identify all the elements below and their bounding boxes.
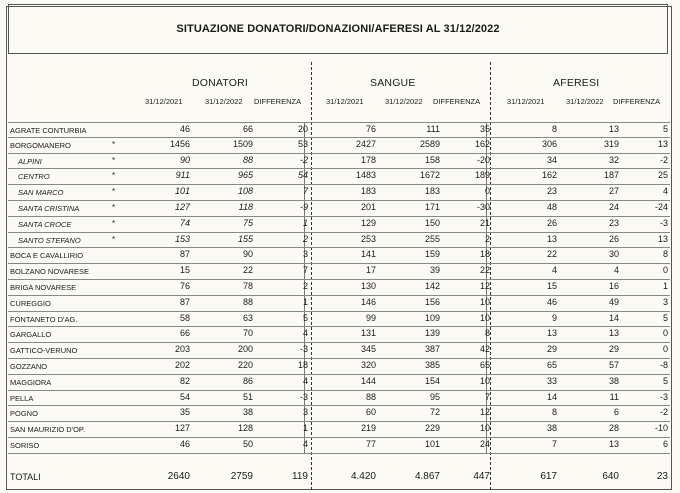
cell-sangue-2022: 154 (424, 375, 440, 386)
cell-aferesi-diff: 13 (657, 233, 668, 244)
cell-donatori-2021: 46 (179, 438, 190, 449)
table-row (8, 233, 670, 249)
cell-donatori-diff: 7 (302, 265, 308, 276)
table-row (8, 201, 670, 217)
cell-sangue-diff: 8 (484, 328, 490, 339)
cell-aferesi-diff: -2 (659, 154, 668, 165)
cell-donatori-2022: 200 (237, 344, 253, 355)
cell-aferesi-2021: 33 (546, 375, 557, 386)
row-name: GARGALLO (10, 330, 52, 340)
subheader-aferesi-diff: DIFFERENZA (613, 97, 661, 106)
cell-donatori-2021: 127 (174, 423, 190, 434)
cell-sangue-2022: 2589 (419, 138, 440, 149)
subheader-sangue-diff: DIFFERENZA (433, 97, 481, 106)
cell-donatori-2022: 86 (242, 375, 253, 386)
cell-aferesi-diff: 23 (656, 471, 668, 482)
row-name: PELLA (10, 393, 34, 403)
cell-donatori-2021: 2640 (167, 471, 190, 482)
cell-donatori-2021: 74 (179, 217, 190, 228)
cell-donatori-2022: 118 (238, 201, 253, 212)
cell-sangue-2021: 17 (365, 265, 376, 276)
cell-sangue-2021: 88 (365, 391, 376, 402)
cell-donatori-diff: -3 (299, 391, 308, 402)
cell-aferesi-2021: 306 (541, 138, 557, 149)
cell-sangue-diff: 10 (479, 423, 490, 434)
cell-aferesi-2021: 162 (541, 170, 557, 181)
cell-sangue-2022: 150 (424, 217, 440, 228)
row-name: SANTO STEFANO (18, 235, 81, 245)
cell-sangue-2021: 130 (360, 280, 376, 291)
cell-donatori-2022: 1509 (232, 138, 253, 149)
cell-donatori-2021: 101 (174, 186, 190, 197)
totals-label: TOTALI (10, 472, 41, 482)
cell-sangue-2022: 142 (424, 280, 440, 291)
cell-aferesi-diff: 5 (662, 124, 668, 134)
asterisk-mark: * (112, 155, 116, 165)
cell-aferesi-2022: 30 (608, 249, 619, 260)
cell-sangue-2022: 385 (424, 359, 440, 370)
cell-aferesi-diff: -8 (659, 359, 668, 370)
cell-sangue-2021: 183 (360, 186, 376, 197)
cell-sangue-2021: 4.420 (350, 471, 376, 482)
cell-aferesi-diff: 6 (662, 438, 668, 449)
cell-aferesi-2022: 16 (608, 280, 619, 291)
cell-aferesi-2022: 27 (608, 186, 619, 197)
table-row (8, 312, 670, 328)
cell-donatori-diff: 18 (297, 359, 308, 370)
cell-donatori-diff: -9 (299, 201, 308, 212)
cell-donatori-diff: 4 (302, 375, 308, 386)
cell-donatori-2021: 76 (179, 280, 190, 291)
cell-donatori-diff: 54 (297, 170, 308, 181)
cell-sangue-2022: 171 (424, 201, 440, 212)
cell-aferesi-diff: 0 (662, 344, 668, 355)
cell-sangue-2021: 178 (360, 154, 376, 165)
asterisk-mark: * (112, 187, 116, 197)
cell-aferesi-diff: -2 (659, 407, 668, 418)
cell-sangue-2021: 77 (365, 438, 376, 449)
cell-aferesi-2022: 640 (602, 471, 619, 482)
cell-donatori-2021: 203 (174, 344, 190, 355)
cell-donatori-2022: 50 (242, 438, 253, 449)
cell-aferesi-2022: 6 (613, 407, 619, 418)
row-name: SANTA CROCE (18, 219, 72, 229)
table-row (8, 406, 670, 422)
cell-sangue-2022: 1672 (419, 170, 440, 181)
row-name: GATTICO-VERUNO (10, 346, 78, 356)
cell-sangue-diff: 162 (474, 138, 490, 149)
cell-aferesi-diff: 4 (662, 186, 668, 197)
cell-aferesi-diff: -3 (659, 217, 668, 228)
cell-donatori-2021: 153 (174, 233, 190, 244)
cell-sangue-diff: 2 (484, 233, 490, 244)
cell-aferesi-2022: 26 (608, 233, 619, 244)
cell-aferesi-2022: 14 (608, 312, 619, 323)
cell-aferesi-2022: 4 (613, 265, 619, 276)
cell-sangue-diff: 12 (479, 407, 490, 418)
table-row (8, 185, 670, 201)
cell-donatori-2022: 78 (242, 280, 253, 291)
cell-donatori-diff: 1 (302, 217, 308, 228)
table-row (8, 280, 670, 296)
cell-donatori-2022: 22 (242, 265, 253, 276)
cell-sangue-diff: -30 (476, 201, 490, 212)
cell-sangue-diff: 12 (479, 280, 490, 291)
cell-sangue-2021: 1483 (355, 170, 376, 181)
cell-donatori-diff: 1 (302, 296, 308, 307)
cell-sangue-2022: 387 (424, 344, 440, 355)
cell-sangue-2022: 139 (424, 328, 440, 339)
cell-sangue-2021: 131 (360, 328, 376, 339)
totals-row (8, 468, 670, 486)
cell-donatori-diff: 20 (297, 124, 308, 134)
cell-sangue-diff: 65 (479, 359, 490, 370)
asterisk-mark: * (112, 202, 116, 212)
cell-sangue-2021: 60 (365, 407, 376, 418)
cell-aferesi-2022: 28 (608, 423, 619, 434)
cell-donatori-diff: 2 (302, 233, 308, 244)
cell-sangue-2022: 95 (429, 391, 440, 402)
cell-aferesi-2021: 14 (546, 391, 557, 402)
cell-sangue-2021: 144 (360, 375, 376, 386)
cell-sangue-2021: 129 (360, 217, 376, 228)
cell-sangue-diff: 22 (479, 265, 490, 276)
page-title: SITUAZIONE DONATORI/DONAZIONI/AFERESI AL 31/12/2022 (176, 23, 500, 35)
cell-aferesi-2021: 48 (546, 201, 557, 212)
row-name: SAN MAURIZIO D'OP. (10, 425, 86, 435)
subheader-aferesi-2022: 31/12/2022 (566, 97, 604, 106)
cell-donatori-2021: 35 (179, 407, 190, 418)
cell-aferesi-2021: 13 (546, 328, 557, 339)
cell-sangue-2021: 146 (360, 296, 376, 307)
cell-donatori-2022: 2759 (230, 471, 253, 482)
subheader-donatori-2022: 31/12/2022 (205, 97, 243, 106)
cell-aferesi-2022: 49 (608, 296, 619, 307)
cell-donatori-2021: 58 (179, 312, 190, 323)
cell-aferesi-diff: -24 (654, 201, 668, 212)
asterisk-mark: * (112, 218, 116, 228)
cell-sangue-2022: 4.867 (414, 471, 440, 482)
table-row (8, 327, 670, 343)
row-name: FONTANETO D'AG. (10, 314, 78, 324)
cell-aferesi-diff: 8 (662, 249, 668, 260)
cell-sangue-diff: 189 (474, 170, 490, 181)
cell-sangue-2022: 229 (424, 423, 440, 434)
cell-donatori-2021: 911 (175, 170, 190, 181)
cell-aferesi-diff: 0 (662, 328, 668, 339)
cell-donatori-2021: 82 (179, 375, 190, 386)
group-header-donatori: DONATORI (192, 77, 249, 89)
row-name: SANTA CRISTINA (18, 203, 80, 213)
group-header-sangue: SANGUE (370, 77, 416, 89)
table-row (8, 438, 670, 454)
table-row (8, 154, 670, 170)
table-row (8, 296, 670, 312)
cell-sangue-2021: 141 (360, 249, 376, 260)
table-row (8, 169, 670, 185)
cell-sangue-2022: 158 (424, 154, 440, 165)
cell-donatori-2022: 90 (242, 249, 253, 260)
subheader-aferesi-2021: 31/12/2021 (507, 97, 545, 106)
cell-aferesi-diff: 25 (657, 170, 668, 181)
cell-donatori-2022: 128 (237, 423, 253, 434)
cell-aferesi-2021: 34 (546, 154, 557, 165)
cell-sangue-2022: 39 (429, 265, 440, 276)
cell-aferesi-2021: 13 (546, 233, 557, 244)
cell-donatori-2021: 90 (179, 154, 190, 165)
cell-donatori-2021: 66 (179, 328, 190, 339)
cell-donatori-2022: 108 (237, 186, 253, 197)
cell-aferesi-2022: 57 (608, 359, 619, 370)
cell-donatori-diff: 3 (302, 407, 308, 418)
cell-donatori-diff: 2 (302, 280, 308, 291)
table-row (8, 217, 670, 233)
table-row (8, 343, 670, 359)
cell-donatori-2022: 70 (242, 328, 253, 339)
cell-aferesi-2022: 319 (603, 138, 619, 149)
cell-donatori-diff: 119 (292, 471, 308, 482)
cell-donatori-2022: 75 (242, 217, 253, 228)
table-row (8, 375, 670, 391)
cell-donatori-2022: 220 (237, 359, 253, 370)
cell-donatori-2022: 88 (242, 154, 253, 165)
cell-donatori-2021: 15 (179, 265, 190, 276)
cell-aferesi-2022: 29 (608, 344, 619, 355)
cell-aferesi-diff: 5 (662, 312, 668, 323)
cell-aferesi-diff: -10 (654, 423, 668, 434)
cell-aferesi-diff: 3 (662, 296, 668, 307)
asterisk-mark: * (112, 171, 116, 181)
cell-sangue-diff: 7 (484, 391, 490, 402)
cell-sangue-2022: 72 (429, 407, 440, 418)
cell-aferesi-diff: 13 (657, 138, 668, 149)
cell-sangue-2022: 159 (424, 249, 440, 260)
subheader-sangue-2021: 31/12/2021 (326, 97, 364, 106)
table-row (8, 138, 670, 154)
cell-aferesi-2021: 65 (546, 359, 557, 370)
cell-donatori-diff: 3 (302, 249, 308, 260)
cell-aferesi-2021: 4 (551, 265, 557, 276)
cell-donatori-2021: 202 (174, 359, 190, 370)
cell-aferesi-2021: 9 (551, 312, 557, 323)
cell-donatori-2022: 63 (242, 312, 253, 323)
table-row (8, 391, 670, 407)
cell-sangue-diff: 10 (479, 312, 490, 323)
cell-aferesi-diff: 1 (662, 280, 668, 291)
cell-aferesi-2022: 13 (608, 438, 619, 449)
cell-sangue-2021: 320 (360, 359, 376, 370)
cell-aferesi-2022: 13 (608, 124, 619, 134)
cell-sangue-diff: 18 (479, 249, 490, 260)
cell-sangue-2022: 156 (424, 296, 440, 307)
cell-aferesi-2022: 11 (609, 391, 619, 402)
row-name: SAN MARCO (18, 188, 64, 198)
cell-aferesi-diff: 5 (662, 375, 668, 386)
row-name: CUREGGIO (10, 298, 51, 308)
cell-aferesi-2022: 187 (603, 170, 619, 181)
cell-aferesi-2022: 13 (608, 328, 619, 339)
cell-sangue-diff: 42 (479, 344, 490, 355)
cell-donatori-2022: 88 (242, 296, 253, 307)
asterisk-mark: * (112, 139, 116, 149)
cell-donatori-diff: -2 (299, 154, 308, 165)
cell-donatori-diff: 5 (302, 312, 308, 323)
row-name: BORGOMANERO (10, 140, 71, 150)
subheader-donatori-diff: DIFFERENZA (254, 97, 302, 106)
cell-sangue-diff: 447 (473, 471, 490, 482)
row-name: CENTRO (18, 172, 50, 182)
row-name: ALPINI (18, 156, 42, 166)
cell-sangue-2022: 255 (424, 233, 440, 244)
cell-sangue-diff: 35 (479, 124, 490, 134)
cell-sangue-2021: 201 (360, 201, 376, 212)
cell-aferesi-2022: 38 (608, 375, 619, 386)
cell-sangue-diff: 10 (479, 296, 490, 307)
cell-donatori-2021: 127 (174, 201, 190, 212)
row-name: BOCA E CAVALLIRIO (10, 251, 84, 261)
cell-donatori-diff: 4 (302, 438, 308, 449)
row-name: MAGGIORA (10, 377, 52, 387)
cell-donatori-2022: 66 (242, 124, 253, 134)
cell-sangue-diff: 24 (479, 438, 490, 449)
cell-aferesi-2021: 26 (546, 217, 557, 228)
cell-sangue-2022: 111 (426, 124, 440, 134)
row-name: BRIGA NOVARESE (10, 282, 77, 292)
cell-donatori-2021: 87 (179, 249, 190, 260)
table-row (8, 359, 670, 375)
cell-aferesi-diff: 0 (662, 265, 668, 276)
table-row (8, 248, 670, 264)
cell-sangue-diff: 21 (479, 217, 490, 228)
cell-sangue-2021: 219 (360, 423, 376, 434)
cell-aferesi-diff: -3 (659, 391, 668, 402)
title-box (8, 4, 668, 54)
cell-aferesi-2021: 22 (546, 249, 557, 260)
cell-aferesi-2021: 23 (546, 186, 557, 197)
cell-sangue-diff: 10 (479, 375, 490, 386)
cell-sangue-diff: -20 (476, 154, 490, 165)
cell-aferesi-2021: 8 (551, 407, 557, 418)
cell-aferesi-2021: 46 (546, 296, 557, 307)
cell-donatori-2021: 54 (179, 391, 190, 402)
cell-aferesi-2021: 7 (551, 438, 557, 449)
cell-donatori-2021: 46 (179, 124, 190, 134)
row-name: AGRATE CONTURBIA (10, 126, 87, 135)
cell-sangue-2021: 345 (360, 344, 376, 355)
subheader-sangue-2022: 31/12/2022 (385, 97, 423, 106)
group-header-aferesi: AFERESI (553, 77, 600, 89)
row-name: POGNO (10, 409, 38, 419)
cell-sangue-2022: 109 (424, 312, 440, 323)
cell-sangue-2022: 101 (424, 438, 440, 449)
data-table (8, 122, 670, 454)
row-name: SORISO (10, 440, 40, 450)
cell-sangue-2021: 253 (360, 233, 376, 244)
cell-donatori-diff: 4 (302, 328, 308, 339)
cell-aferesi-2021: 617 (540, 471, 557, 482)
cell-donatori-2021: 1456 (169, 138, 190, 149)
table-row (8, 422, 670, 438)
cell-donatori-diff: 1 (302, 423, 308, 434)
cell-aferesi-2021: 38 (546, 423, 557, 434)
cell-donatori-2021: 87 (179, 296, 190, 307)
cell-donatori-2022: 155 (237, 233, 253, 244)
row-name: BOLZANO NOVARESE (10, 267, 90, 277)
cell-aferesi-2021: 29 (546, 344, 557, 355)
cell-aferesi-2021: 8 (551, 124, 557, 134)
cell-donatori-2022: 965 (237, 170, 253, 181)
cell-sangue-2021: 76 (365, 124, 376, 134)
cell-aferesi-2022: 23 (608, 217, 619, 228)
cell-sangue-2022: 183 (424, 186, 440, 197)
cell-donatori-diff: -3 (299, 344, 308, 355)
cell-donatori-diff: 7 (302, 186, 308, 197)
cell-donatori-2022: 51 (242, 391, 253, 402)
cell-aferesi-2022: 24 (608, 201, 619, 212)
cell-donatori-diff: 53 (297, 138, 308, 149)
table-row (8, 264, 670, 280)
row-name: GOZZANO (10, 361, 48, 371)
cell-sangue-2021: 99 (365, 312, 376, 323)
cell-aferesi-2021: 15 (546, 280, 557, 291)
asterisk-mark: * (112, 234, 116, 244)
table-row (8, 122, 670, 138)
cell-aferesi-2022: 32 (608, 154, 619, 165)
cell-sangue-diff: 0 (484, 186, 490, 197)
cell-sangue-2021: 2427 (355, 138, 376, 149)
cell-donatori-2022: 38 (242, 407, 253, 418)
subheader-donatori-2021: 31/12/2021 (145, 97, 183, 106)
